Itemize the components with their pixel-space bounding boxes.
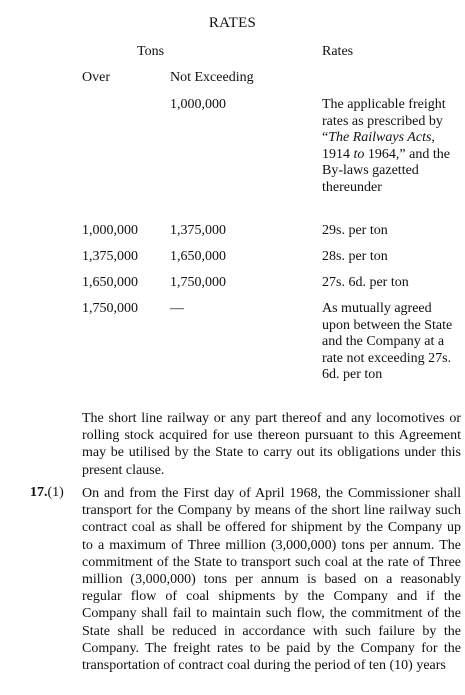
row-over: 1,650,000 xyxy=(82,275,138,290)
row-rate: 27s. 6d. per ton xyxy=(322,275,409,290)
row-rate: 28s. per ton xyxy=(322,249,388,264)
header-rates: Rates xyxy=(322,44,354,59)
row-not-exceeding: — xyxy=(170,301,184,316)
clause-subnumber: (1) xyxy=(47,485,64,500)
header-not-exceeding: Not Exceeding xyxy=(170,70,254,85)
row-not-exceeding: 1,375,000 xyxy=(170,223,226,238)
header-over: Over xyxy=(82,70,110,85)
row-rate: As mutually agreed upon between the State and the Company at a rate not exceeding 27s. 6d. per ton xyxy=(322,301,453,382)
clause-number xyxy=(30,485,64,501)
row-rate: 29s. per ton xyxy=(322,223,388,238)
body-paragraph: The short line railway or any part thereof and any locomotives or rolling stock acquired for use thereon pursuant to this Agreement may be utilised by the State to carry out its obligations under this present clause. xyxy=(82,411,461,478)
rate-italic-part: The Railways Acts xyxy=(328,130,432,145)
row-over: 1,375,000 xyxy=(82,249,138,264)
row-not-exceeding: 1,650,000 xyxy=(170,249,226,264)
row-over: 1,750,000 xyxy=(82,301,138,316)
rate-text-part: The applicable freight rates as prescribed by “ xyxy=(322,97,446,145)
row-not-exceeding: 1,750,000 xyxy=(170,275,226,290)
rate-text-part: 1964,” and the By-laws gazetted thereunder xyxy=(322,146,450,195)
clause-text: On and from the First day of April 1968, the Commissioner shall transport for the Company by means of the short line railway such contract coal as shall be offered for shipment by the Company up to a maximum of Three million (3,000,000) tons per annum. The commitment of the State to transport such coal at the rate of Three million (3,000,000) tons per annum is based on a reasonably regular flow of coal shipments by the Company and if the Company shall fail to maintain such flow, the commitment of the State shall be reduced in accordance with such failure by the Company. The freight rates to be paid by the Company for the transportation of contract coal during the period of ten (10) years xyxy=(82,486,461,674)
rate-italic-part: to xyxy=(353,146,365,162)
row-over: 1,000,000 xyxy=(82,223,138,238)
row-not-exceeding: 1,000,000 xyxy=(170,97,226,112)
rate-text-part: , 1914 xyxy=(322,130,435,162)
clause-number-main: 17. xyxy=(30,485,48,500)
header-tons: Tons xyxy=(137,44,165,59)
page-title: RATES xyxy=(208,15,257,31)
row-rate xyxy=(322,97,462,196)
